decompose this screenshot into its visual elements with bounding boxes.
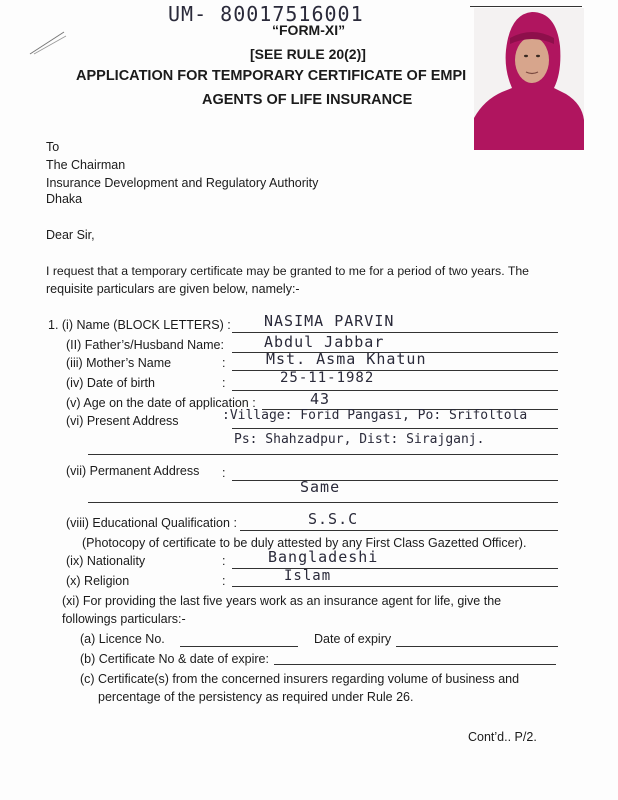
c-line2: percentage of the persistency as required under Rule 26. bbox=[98, 690, 414, 704]
name-label: 1. (i) Name (BLOCK LETTERS) : bbox=[48, 318, 231, 332]
religion-line bbox=[232, 586, 558, 587]
xi-line2: followings particulars:- bbox=[62, 612, 186, 626]
education-line bbox=[240, 530, 558, 531]
form-number: “FORM-XI” bbox=[272, 22, 346, 38]
permanent-line1 bbox=[232, 480, 558, 481]
religion-colon: : bbox=[222, 574, 226, 588]
present-address-label: (vi) Present Address bbox=[66, 414, 179, 428]
dob-value: 25-11-1982 bbox=[280, 370, 375, 386]
expiry-line bbox=[396, 646, 558, 647]
address-line3: Dhaka bbox=[46, 192, 83, 206]
intro-line2: requisite particulars are given below, namely:- bbox=[46, 282, 300, 296]
address-line2: Insurance Development and Regulatory Authority bbox=[46, 176, 319, 190]
xi-line1: (xi) For providing the last five years work as an insurance agent for life, give the bbox=[62, 594, 502, 608]
present-line2 bbox=[88, 454, 558, 455]
nationality-colon: : bbox=[222, 554, 226, 568]
certificate-line bbox=[274, 664, 556, 665]
mother-label: (iii) Mother’s Name bbox=[66, 356, 172, 370]
age-value: 43 bbox=[310, 390, 331, 408]
applicant-photo bbox=[474, 8, 584, 150]
religion-value: Islam bbox=[284, 568, 332, 584]
top-rule bbox=[470, 6, 582, 7]
rule-reference: [SEE RULE 20(2)] bbox=[250, 46, 366, 62]
permanent-colon: : bbox=[222, 466, 226, 480]
name-value: NASIMA PARVIN bbox=[264, 312, 395, 330]
permanent-line2 bbox=[88, 502, 558, 503]
religion-label: (x) Religion bbox=[66, 574, 130, 588]
licence-label: (a) Licence No. bbox=[80, 632, 165, 646]
present-line1 bbox=[232, 428, 558, 429]
permanent-address-label: (vii) Permanent Address bbox=[66, 464, 200, 478]
salutation: Dear Sir, bbox=[46, 228, 95, 242]
licence-line bbox=[180, 646, 298, 647]
education-note: (Photocopy of certificate to be duly attested by any First Class Gazetted Officer). bbox=[82, 536, 527, 550]
mother-value: Mst. Asma Khatun bbox=[266, 350, 427, 368]
pen-mark bbox=[28, 28, 68, 59]
continued-note: Cont’d.. P/2. bbox=[468, 730, 537, 744]
present-address-line1: :Village: Forid Pangasi, Po: Srifoltola bbox=[222, 408, 528, 423]
dob-label: (iv) Date of birth bbox=[66, 376, 155, 390]
expiry-label: Date of expiry bbox=[314, 632, 392, 646]
form-title-line1: APPLICATION FOR TEMPORARY CERTIFICATE OF EMPI bbox=[76, 68, 467, 84]
address-to: To bbox=[46, 140, 60, 154]
education-label: (viii) Educational Qualification : bbox=[66, 516, 237, 530]
handwritten-id: UM- 80017516001 bbox=[168, 2, 364, 26]
present-address-line2: Ps: Shahzadpur, Dist: Sirajganj. bbox=[234, 432, 485, 447]
permanent-address-value: Same bbox=[300, 478, 341, 496]
c-line1: (c) Certificate(s) from the concerned insurers regarding volume of business and bbox=[80, 672, 520, 686]
certificate-label: (b) Certificate No & date of expire: bbox=[80, 652, 269, 666]
dob-colon: : bbox=[222, 376, 226, 390]
father-label: (II) Father’s/Husband Name: bbox=[66, 338, 224, 352]
nationality-line bbox=[232, 568, 558, 569]
nationality-value: Bangladeshi bbox=[268, 548, 379, 566]
mother-colon: : bbox=[222, 356, 226, 370]
age-label: (v) Age on the date of application : bbox=[66, 396, 256, 410]
address-line1: The Chairman bbox=[46, 158, 126, 172]
intro-line1: I request that a temporary certificate may be granted to me for a period of two years. The bbox=[46, 264, 530, 278]
father-value: Abdul Jabbar bbox=[264, 333, 385, 351]
nationality-label: (ix) Nationality bbox=[66, 554, 146, 568]
form-title-line2: AGENTS OF LIFE INSURANCE bbox=[202, 92, 413, 108]
dob-line bbox=[232, 390, 558, 391]
education-value: S.S.C bbox=[308, 510, 359, 528]
